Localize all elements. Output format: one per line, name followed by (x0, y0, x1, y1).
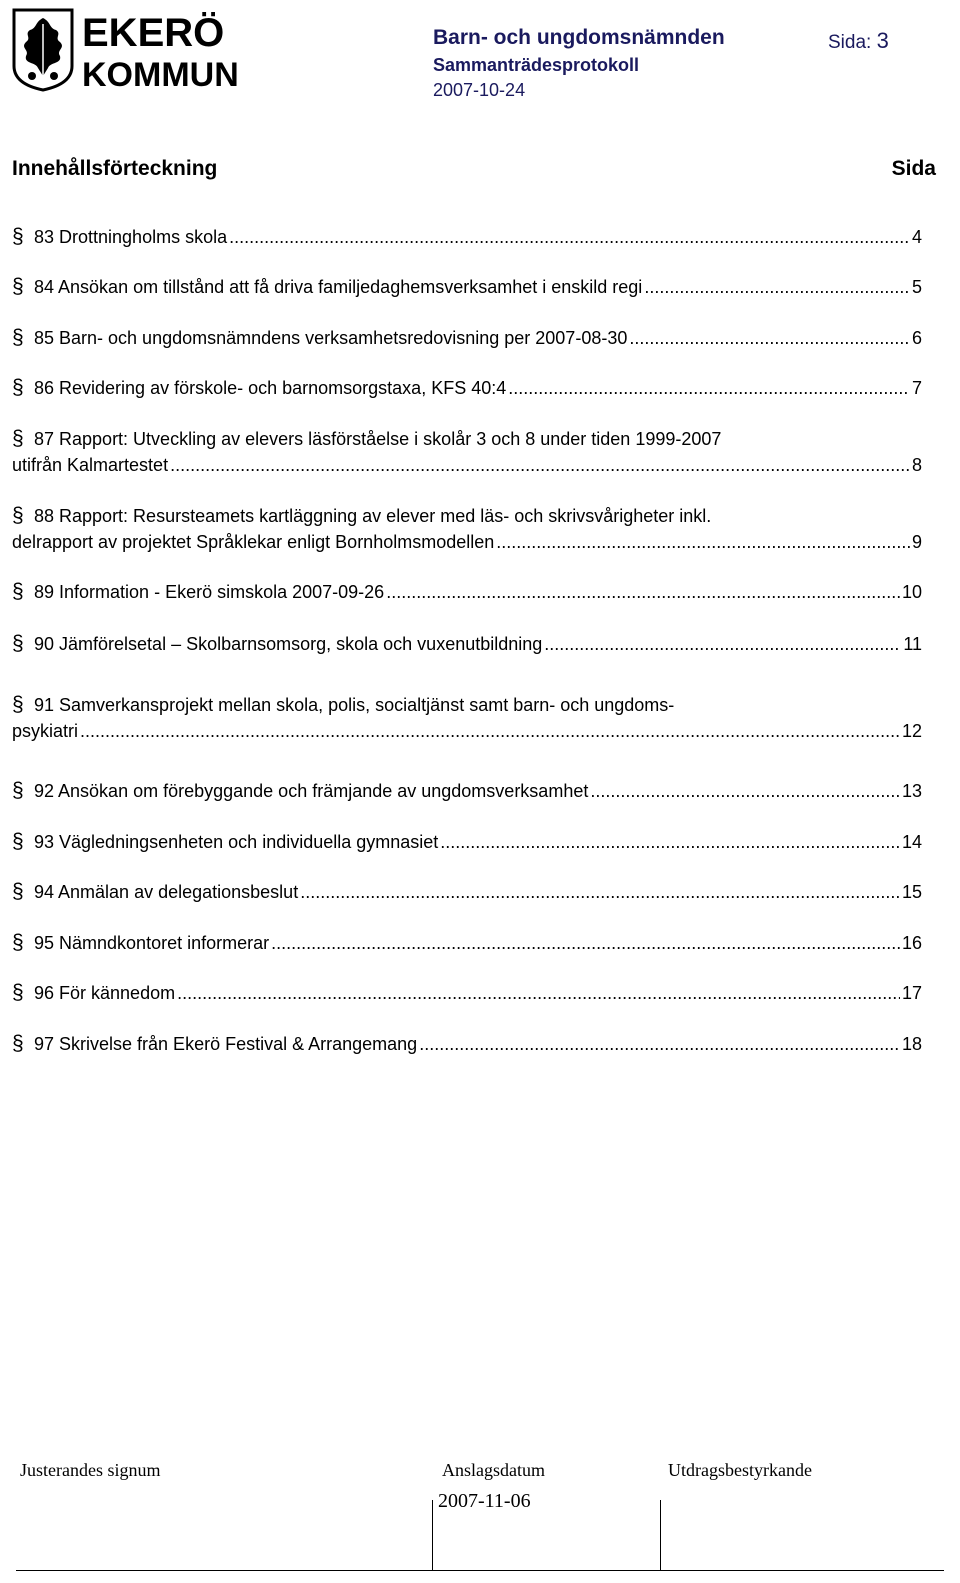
toc-page-column-heading: Sida (891, 157, 936, 180)
toc-item-title-continued: delrapport av projektet Språklekar enligt Bornholmsmodellen (12, 532, 495, 552)
section-symbol: § (12, 693, 24, 716)
toc-item-title-continued: psykiatri (12, 721, 79, 741)
section-symbol: § (12, 504, 24, 527)
toc-item-86 (12, 375, 922, 401)
footer-divider-left (432, 1500, 433, 1570)
page-label: Sida: (828, 32, 872, 53)
toc-item-title: 96 För kännedom (34, 983, 176, 1003)
section-symbol: § (12, 981, 24, 1004)
footer-bottom-rule (16, 1570, 944, 1571)
toc-item-title: 95 Nämndkontoret informerar (34, 933, 270, 953)
toc-item-97 (12, 1031, 922, 1057)
toc-item-title: 89 Information - Ekerö simskola 2007-09-26 (34, 582, 385, 602)
section-symbol: § (12, 880, 24, 903)
toc-heading: Innehållsförteckning (12, 157, 218, 180)
toc-item-92 (12, 778, 922, 804)
toc-item-84 (12, 274, 922, 300)
section-symbol: § (12, 427, 24, 450)
page-number: 3 (876, 28, 889, 53)
page-indicator (828, 28, 889, 54)
section-symbol: § (12, 376, 24, 399)
signature-label: Justerandes signum (20, 1460, 161, 1480)
ekero-kommun-logo (10, 6, 240, 92)
excerpt-label: Utdragsbestyrkande (668, 1460, 812, 1480)
toc-item-88 (12, 503, 922, 555)
toc-item-page: 6 (911, 328, 922, 348)
footer-divider-right (660, 1500, 661, 1570)
toc-item-page: 13 (901, 781, 922, 801)
toc-item-page: 5 (911, 277, 922, 297)
toc-item-94 (12, 879, 922, 905)
toc-item-page: 11 (903, 634, 922, 654)
toc-item-page: 12 (901, 721, 922, 741)
section-symbol: § (12, 632, 24, 655)
toc-item-83 (12, 224, 922, 250)
section-symbol: § (12, 225, 24, 248)
section-symbol: § (12, 326, 24, 349)
logo-text-ekero: EKERÖ (82, 11, 225, 55)
toc-item-page: 18 (901, 1034, 922, 1054)
toc-item-87 (12, 426, 922, 478)
toc-item-title: 85 Barn- och ungdomsnämndens verksamhetsredovisning per 2007-08-30 (34, 328, 628, 348)
toc-item-96 (12, 980, 922, 1006)
logo-text-kommun: KOMMUN (82, 56, 239, 92)
toc-item-page: 4 (911, 227, 922, 247)
section-symbol: § (12, 275, 24, 298)
toc-item-page: 15 (901, 882, 922, 902)
toc-item-title: 88 Rapport: Resursteamets kartläggning av elever med läs- och skrivsvårigheter inkl. (34, 506, 712, 526)
toc-item-page: 7 (911, 378, 922, 398)
toc-item-title: 91 Samverkansprojekt mellan skola, polis, socialtjänst samt barn- och ungdoms- (34, 695, 675, 715)
oak-leaf-icon (10, 6, 240, 92)
toc-item-95 (12, 930, 922, 956)
posting-date-label: Anslagsdatum (442, 1460, 545, 1480)
toc-item-page: 10 (901, 582, 922, 602)
toc-item-title: 86 Revidering av förskole- och barnomsorgstaxa, KFS 40:4 (34, 378, 507, 398)
toc-item-89 (12, 579, 922, 605)
section-symbol: § (12, 1032, 24, 1055)
toc-item-title: 92 Ansökan om förebyggande och främjande av ungdomsverksamhet (34, 781, 589, 801)
toc-item-91 (12, 692, 922, 744)
toc-item-page: 14 (901, 832, 922, 852)
toc-item-90 (12, 631, 922, 657)
committee-name: Barn- och ungdomsnämnden (433, 26, 725, 49)
section-symbol: § (12, 779, 24, 802)
protocol-title: Sammanträdesprotokoll (433, 55, 640, 75)
toc-item-page: 8 (911, 455, 922, 475)
toc-item-title-continued: utifrån Kalmartestet (12, 455, 169, 475)
posting-date: 2007-11-06 (438, 1490, 531, 1512)
document-date: 2007-10-24 (433, 80, 526, 100)
toc-item-85 (12, 325, 922, 351)
section-symbol: § (12, 830, 24, 853)
toc-item-page: 17 (901, 983, 922, 1003)
toc-item-title: 93 Vägledningsenheten och individuella gymnasiet (34, 832, 439, 852)
section-symbol: § (12, 931, 24, 954)
toc-item-title: 84 Ansökan om tillstånd att få driva familjedaghemsverksamhet i enskild regi (34, 277, 643, 297)
toc-item-page: 16 (901, 933, 922, 953)
toc-item-title: 83 Drottningholms skola (34, 227, 228, 247)
toc-item-title: 97 Skrivelse från Ekerö Festival & Arrangemang (34, 1034, 418, 1054)
toc-item-title: 94 Anmälan av delegationsbeslut (34, 882, 299, 902)
section-symbol: § (12, 580, 24, 603)
toc-item-title: 90 Jämförelsetal – Skolbarnsomsorg, skola och vuxenutbildning (34, 634, 543, 654)
toc-item-page: 9 (911, 532, 922, 552)
toc-item-93 (12, 829, 922, 855)
toc-item-title: 87 Rapport: Utveckling av elevers läsförståelse i skolår 3 och 8 under tiden 1999-2007 (34, 429, 722, 449)
